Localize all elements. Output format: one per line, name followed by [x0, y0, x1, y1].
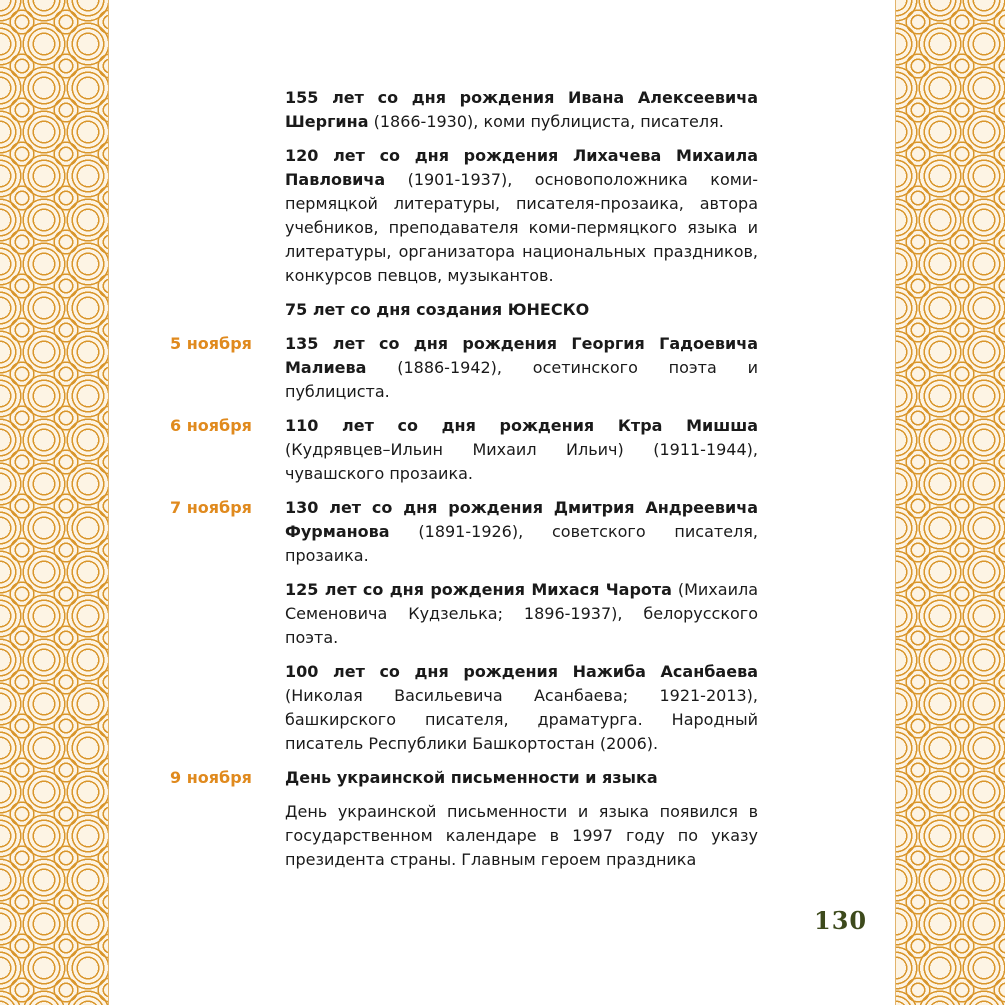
calendar-entry [170, 800, 770, 872]
entry-text [285, 660, 758, 756]
entry-description: (1886-1942), осетинского поэта и публициста. [285, 358, 758, 401]
page-number: 130 [814, 906, 868, 935]
calendar-entry [170, 332, 770, 404]
entry-text [285, 86, 758, 134]
entry-description: (Николая Васильевича Асанбаева; 1921-2013), башкирского писателя, драматурга. Народный писатель Республики Башкортостан (2006). [285, 686, 758, 753]
entry-heading: 130 лет со дня рождения Дмитрия Андреевича Фурманова [285, 498, 758, 541]
entry-date: 7 ноября [170, 498, 252, 517]
entry-description: (Кудрявцев–Ильин Михаил Ильич) (1911-1944), чувашского прозаика. [285, 440, 758, 483]
entry-heading: 155 лет со дня рождения Ивана Алексеевича Шергина [285, 88, 758, 131]
entry-heading: 100 лет со дня рождения Нажиба Асанбаева [285, 662, 758, 681]
entry-heading: 75 лет со дня создания ЮНЕСКО [285, 300, 590, 319]
calendar-entry [170, 86, 770, 134]
entry-heading: День украинской письменности и языка [285, 768, 658, 787]
entry-description: (Михаила Семеновича Кудзелька; 1896-1937), белорусского поэта. [285, 580, 758, 647]
entry-text [285, 144, 758, 288]
entry-text [285, 332, 758, 404]
calendar-entry [170, 496, 770, 568]
calendar-entry [170, 766, 770, 790]
entry-description: (1866-1930), коми публициста, писателя. [368, 112, 724, 131]
entry-heading: 110 лет со дня рождения Ктра Мишша [285, 416, 758, 435]
entry-date: 5 ноября [170, 334, 252, 353]
ornament-border-left [0, 0, 109, 1005]
entry-text [285, 766, 758, 790]
ornament-border-right [895, 0, 1005, 1005]
calendar-entry [170, 298, 770, 322]
entry-description: День украинской письменности и языка появился в государственном календаре в 1997 году по указу президента страны. Главным героем праздника [285, 802, 758, 869]
entry-description: (1891-1926), советского писателя, прозаика. [285, 522, 758, 565]
entry-description: (1901-1937), основоположника коми-пермяцкой литературы, писателя-прозаика, автора учебников, преподавателя коми-пермяцкого языка и литературы, организатора национальных праздников, конкурсов певцов, музыкантов. [285, 170, 758, 285]
calendar-entry [170, 144, 770, 288]
calendar-entry [170, 414, 770, 486]
entry-heading: 135 лет со дня рождения Георгия Гадоевича Малиева [285, 334, 758, 377]
calendar-entry [170, 660, 770, 756]
page-content [170, 86, 770, 882]
entry-text [285, 298, 758, 322]
entry-text [285, 496, 758, 568]
entry-heading: 120 лет со дня рождения Лихачева Михаила Павловича [285, 146, 758, 189]
entry-text [285, 414, 758, 486]
entry-text [285, 800, 758, 872]
entry-text [285, 578, 758, 650]
entry-date: 9 ноября [170, 768, 252, 787]
entry-heading: 125 лет со дня рождения Михася Чарота [285, 580, 672, 599]
entry-date: 6 ноября [170, 416, 252, 435]
calendar-entry [170, 578, 770, 650]
